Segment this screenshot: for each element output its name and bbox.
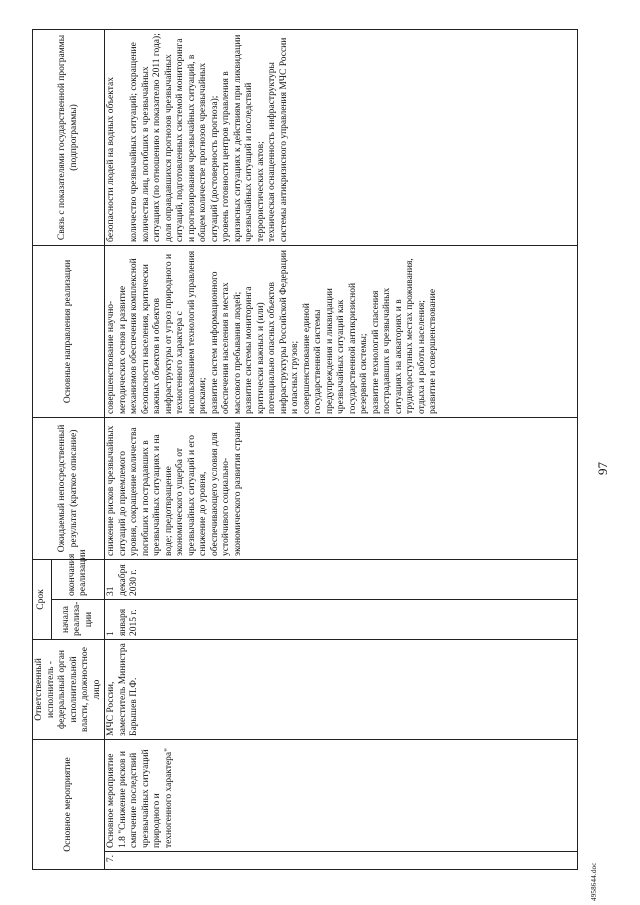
header-directions: Основные направления реализации — [33, 245, 105, 417]
header-result: Ожидаемый непосредственный результат (краткое описание) — [33, 417, 105, 559]
row-link: безопасности людей на водных объектах количество чрезвычайных ситуаций; сокращение количества лиц, погибших в чрезвычайных ситуациях (по отношению к показателю 2011 года); доля оправдавшихся прогнозов чрезвычайных ситуаций, подготовленных системой мониторинга и прогнозирования чрезвычайных ситуаций, в общем количестве прогнозов чрезвычайных ситуаций (достоверность прогноза); уровень готовности центров управления в кризисных ситуациях к действиям при ликвидации чрезвычайных ситуаций и последствий террористических актов; техническая оснащенность инфраструктуры системы антикризисного управления МЧС России — [105, 29, 578, 245]
row-term-end: 31 декабря 2030 г. — [105, 559, 578, 599]
page-number: 97 — [595, 462, 610, 475]
header-event: Основное мероприятие — [33, 740, 105, 870]
header-link: Связь с показателями государственной программы (подпрограммы) — [33, 29, 105, 245]
footer-doc-code: 4958644.doc — [590, 862, 598, 901]
row-event: Основное мероприятие 1.8 "Снижение рисков и смягчение последствий чрезвычайных ситуаций природного и техногенного характера" — [105, 740, 578, 852]
header-term-end: окончания реализации — [52, 559, 105, 599]
row-responsible: МЧС России, заместитель Министра Барышев П.Ф. — [105, 640, 578, 740]
events-table — [32, 29, 578, 870]
row-result: снижение рисков чрезвычайных ситуаций до приемлемого уровня, сокращение количества погибших и пострадавших в чрезвычайных ситуациях и на воде; предотвращение экономического ущерба от чрезвычайных ситуаций и его снижение до уровня, обеспечивающего условия для устойчивого социально-экономического развития страны — [105, 417, 578, 559]
row-number: 7. — [105, 852, 578, 870]
row-directions: совершенствование научно-методических основ и развитие механизмов обеспечения комплексной безопасности населения, критически важных объектов и объектов инфраструктуры от угроз природного и техногенного характера с использованием технологий управления рисками; развитие систем информационного обеспечения населения в местах массового пребывания людей; развитие системы мониторинга критически важных и (или) потенциально опасных объектов инфраструктуры Российской Федерации и опасных грузов; совершенствование единой государственной системы предупреждения и ликвидации чрезвычайных ситуаций как государственной антикризисной резервной системы; развитие технологий спасения пострадавших в чрезвычайных ситуациях на акваториях и в труднодоступных местах проживания, отдыха и работы населения; развитие и совершенствование — [105, 245, 578, 417]
row-term-start: 1 января 2015 г. — [105, 600, 578, 640]
header-term: Срок — [33, 559, 52, 639]
table-row — [105, 29, 578, 869]
header-responsible: Ответственный исполнитель - федеральный орган исполнительной власти, должностное лицо — [33, 640, 105, 740]
header-term-start: начала реализа-ции — [52, 600, 105, 640]
